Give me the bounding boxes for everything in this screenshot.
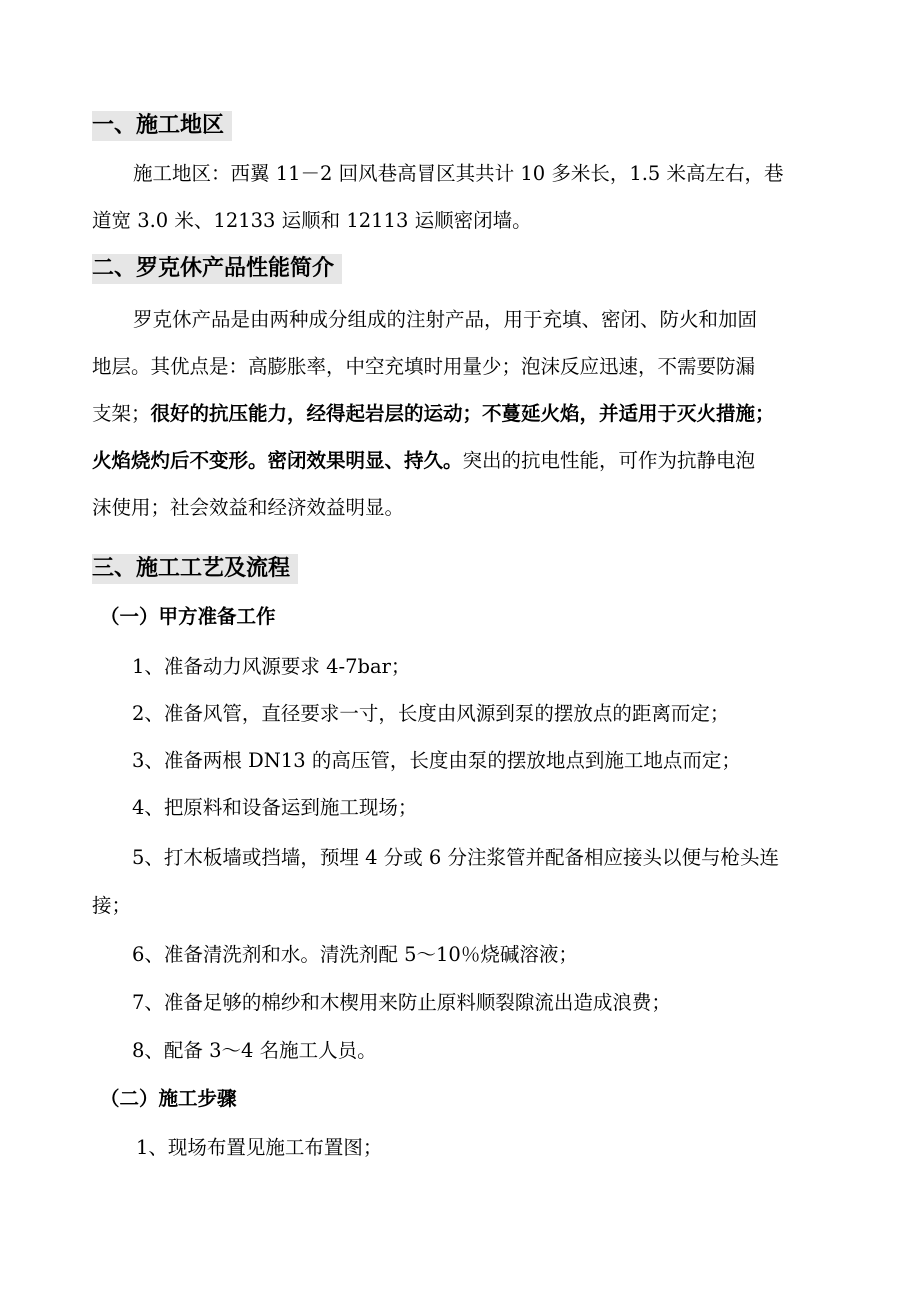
section2-para-line3: 支架；很好的抗压能力，经得起岩层的运动；不蔓延火焰，并适用于灭火措施； <box>92 402 775 425</box>
list-item: 5、打木板墙或挡墙，预埋 4 分或 6 分注浆管并配备相应接头以便与枪头连 <box>132 846 780 869</box>
list-item: 4、把原料和设备运到施工现场； <box>132 796 418 819</box>
list-item: 1、现场布置见施工布置图； <box>136 1136 383 1159</box>
list-item-continuation: 接； <box>92 894 132 917</box>
list-item: 1、准备动力风源要求 4-7bar； <box>132 655 411 678</box>
subsection-title-1: （一）甲方准备工作 <box>100 605 276 628</box>
section2-para-line4: 火焰烧灼后不变形。密闭效果明显、持久。突出的抗电性能，可作为抗静电泡 <box>92 449 756 472</box>
list-item: 7、准备足够的棉纱和木楔用来防止原料顺裂隙流出造成浪费； <box>132 991 671 1014</box>
section2-para-line5: 沫使用；社会效益和经济效益明显。 <box>92 496 405 519</box>
subsection-title-2: （二）施工步骤 <box>100 1087 237 1110</box>
section-heading-1: 一、施工地区 <box>92 111 232 141</box>
section1-para-line1: 施工地区：西翼 11－2 回风巷高冒区其共计 10 多米长，1.5 米高左右，巷 <box>133 162 784 185</box>
section-heading-2: 二、罗克休产品性能简介 <box>92 254 342 284</box>
list-item: 8、配备 3～4 名施工人员。 <box>132 1039 377 1062</box>
list-item: 2、准备风管，直径要求一寸，长度由风源到泵的摆放点的距离而定； <box>132 702 730 725</box>
section2-para-line2: 地层。其优点是：高膨胀率，中空充填时用量少；泡沫反应迅速，不需要防漏 <box>92 355 756 378</box>
section-heading-3: 三、施工工艺及流程 <box>92 554 298 584</box>
section1-para-line2: 道宽 3.0 米、12133 运顺和 12113 运顺密闭墙。 <box>92 209 532 232</box>
section2-para-line1: 罗克休产品是由两种成分组成的注射产品，用于充填、密闭、防火和加固 <box>133 308 758 331</box>
section2-paragraph <box>92 296 828 531</box>
list-item: 6、准备清洗剂和水。清洗剂配 5～10％烧碱溶液； <box>132 943 578 966</box>
section1-paragraph <box>92 150 828 244</box>
list-item: 3、准备两根 DN13 的高压管，长度由泵的摆放地点到施工地点而定； <box>132 749 741 772</box>
